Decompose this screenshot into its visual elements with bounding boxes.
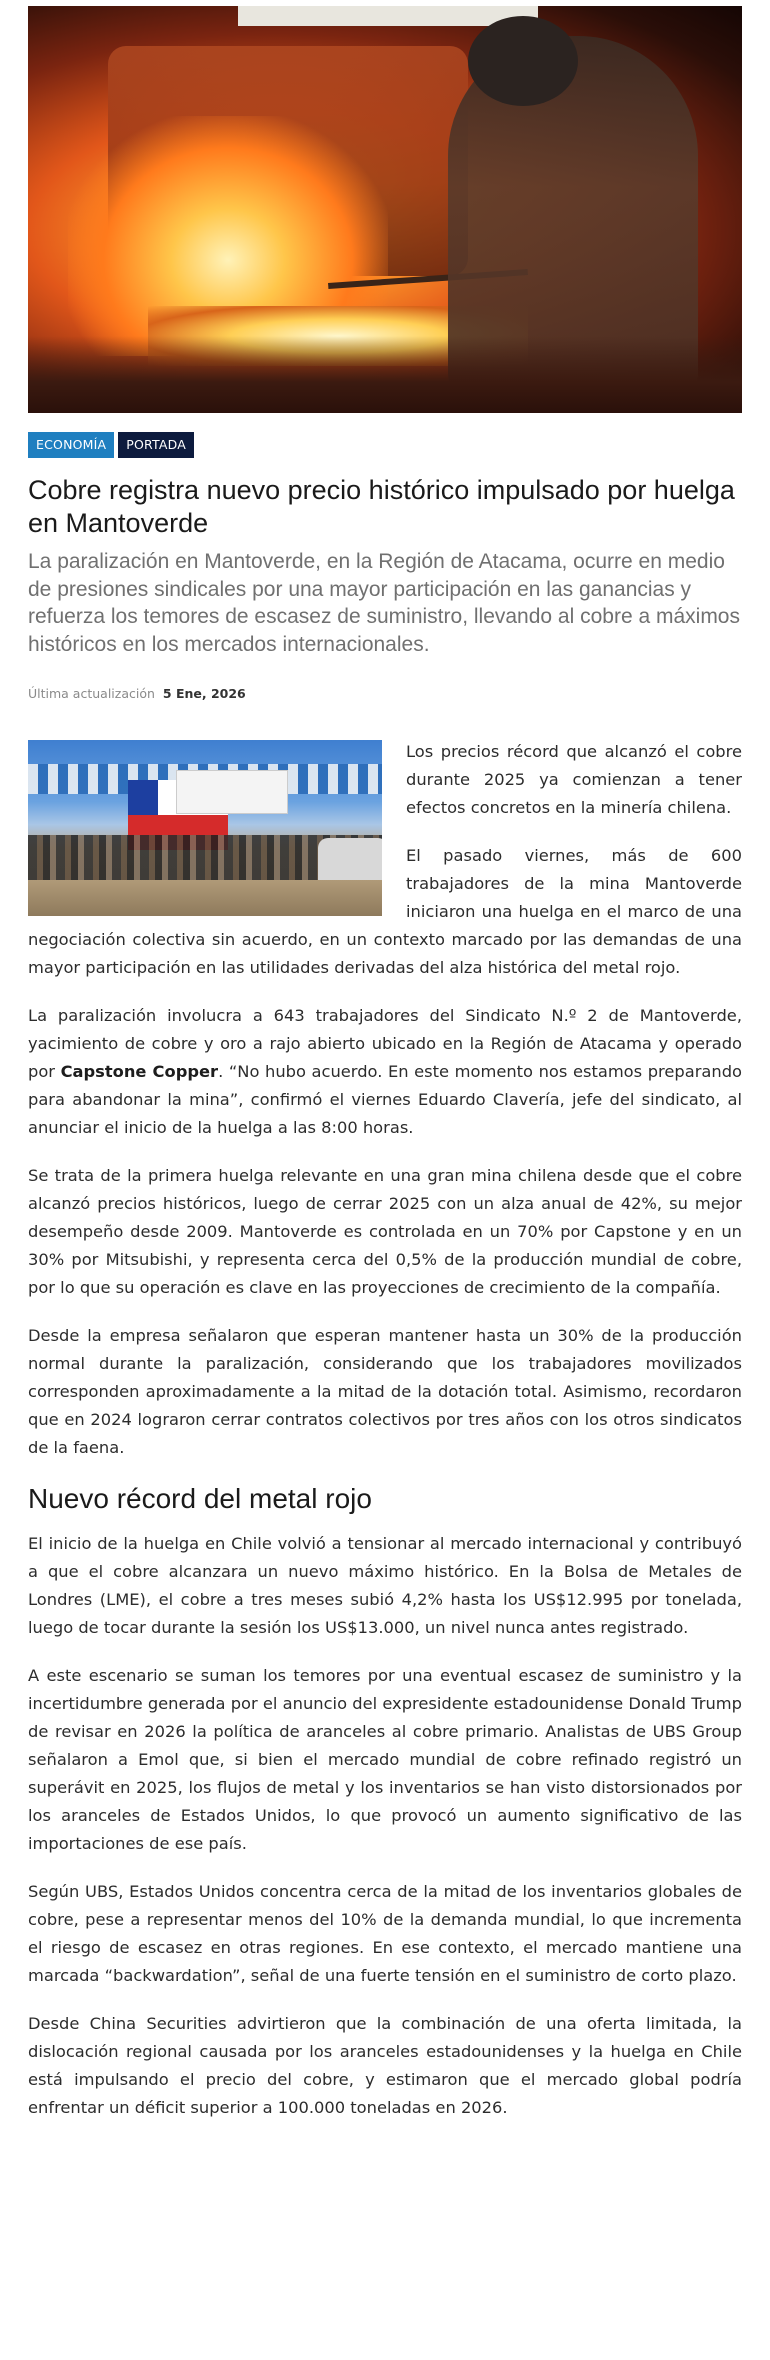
- paragraph: Los precios récord que alcanzó el cobre durante 2025 ya comienzan a tener efectos concretos en la minería chilena.: [406, 742, 742, 817]
- paragraph: El pasado viernes, más de 600 trabajadores de la mina Mantoverde iniciaron una huelga en el marco de una negociación colectiva sin acuerdo, en un contexto marcado por las demandas de una mayor participación en las utilidades derivadas del alza histórica del metal rojo.: [28, 846, 742, 977]
- paragraph: Desde China Securities advirtieron que la combinación de una oferta limitada, la dislocación regional causada por los aranceles estadounidenses y la huelga en Chile está impulsando el precio del cobre, y estimaron que el mercado global podría enfrentar un déficit superior a 100.000 toneladas en 2026.: [28, 2014, 742, 2117]
- section-heading: Nuevo récord del metal rojo: [28, 1483, 372, 1514]
- paragraph: Desde la empresa señalaron que esperan mantener hasta un 30% de la producción normal durante la paralización, considerando que los trabajadores movilizados corresponden aproximadamente a la mitad de la dotación total. Asimismo, recordaron que en 2024 lograron cerrar contratos colectivos por tres años con los otros sindicatos de la faena.: [28, 1326, 742, 1457]
- last-updated: [28, 686, 246, 701]
- last-updated-date: 5 Ene, 2026: [162, 686, 246, 701]
- paragraph: Se trata de la primera huelga relevante en una gran mina chilena desde que el cobre alcanzó precios históricos, luego de cerrar 2025 con un alza anual de 42%, su mejor desempeño desde 2009. Mantoverde es controlada en un 70% por Capstone y en un 30% por Mitsubishi, y representa cerca del 0,5% de la producción mundial de cobre, por lo que su operación es clave en las proyecciones de crecimiento de la compañía.: [28, 1166, 742, 1297]
- company-link[interactable]: Capstone Copper: [60, 1062, 219, 1081]
- lede: La paralización en Mantoverde, en la Región de Atacama, ocurre en medio de presiones sindicales por una mayor participación en las ganancias y refuerza los temores de escasez de suministro, llevando al cobre a máximos históricos en los mercados internacionales.: [28, 550, 740, 656]
- last-updated-label: Última actualización: [28, 686, 155, 701]
- category-tags: [28, 432, 194, 458]
- headline: Cobre registra nuevo precio histórico impulsado por huelga en Mantoverde: [28, 475, 735, 538]
- tag-portada[interactable]: PORTADA: [118, 432, 194, 458]
- hero-image: [28, 6, 742, 413]
- article-body: [28, 738, 742, 2142]
- paragraph: Según UBS, Estados Unidos concentra cerca de la mitad de los inventarios globales de cobre, pese a representar menos del 10% de la demanda mundial, lo que incrementa el riesgo de escasez en otras regiones. En ese contexto, el mercado mantiene una marcada “backwardation”, señal de una fuerte tensión en el suministro de corto plazo.: [28, 1882, 742, 1985]
- text-span: . “No hubo acuerdo. En este momento nos estamos preparando para abandonar la mina”, confirmó el viernes Eduardo Clavería, jefe del sindicato, al anunciar el inicio de la huelga a las 8:00 horas.: [28, 1062, 742, 1137]
- paragraph: [28, 1002, 742, 1142]
- strike-photo: [28, 740, 382, 916]
- tag-economia[interactable]: ECONOMÍA: [28, 432, 114, 458]
- paragraph: A este escenario se suman los temores por una eventual escasez de suministro y la incertidumbre generada por el anuncio del expresidente estadounidense Donald Trump de revisar en 2026 la política de aranceles al cobre primario. Analistas de UBS Group señalaron a Emol que, si bien el mercado mundial de cobre refinado registró un superávit en 2025, los flujos de metal y los inventarios se han visto distorsionados por los aranceles de Estados Unidos, lo que provocó un aumento significativo de las importaciones de ese país.: [28, 1666, 742, 1853]
- paragraph: El inicio de la huelga en Chile volvió a tensionar al mercado internacional y contribuyó a que el cobre alcanzara un nuevo máximo histórico. En la Bolsa de Metales de Londres (LME), el cobre a tres meses subió 4,2% hasta los US$12.995 por tonelada, luego de tocar durante la sesión los US$13.000, un nivel nunca antes registrado.: [28, 1534, 742, 1637]
- text-span: La paralización involucra a 643 trabajadores del Sindicato N.º 2 de Mantoverde, yacimiento de cobre y oro a rajo abierto ubicado en la Región de Atacama y operado por: [28, 1006, 742, 1081]
